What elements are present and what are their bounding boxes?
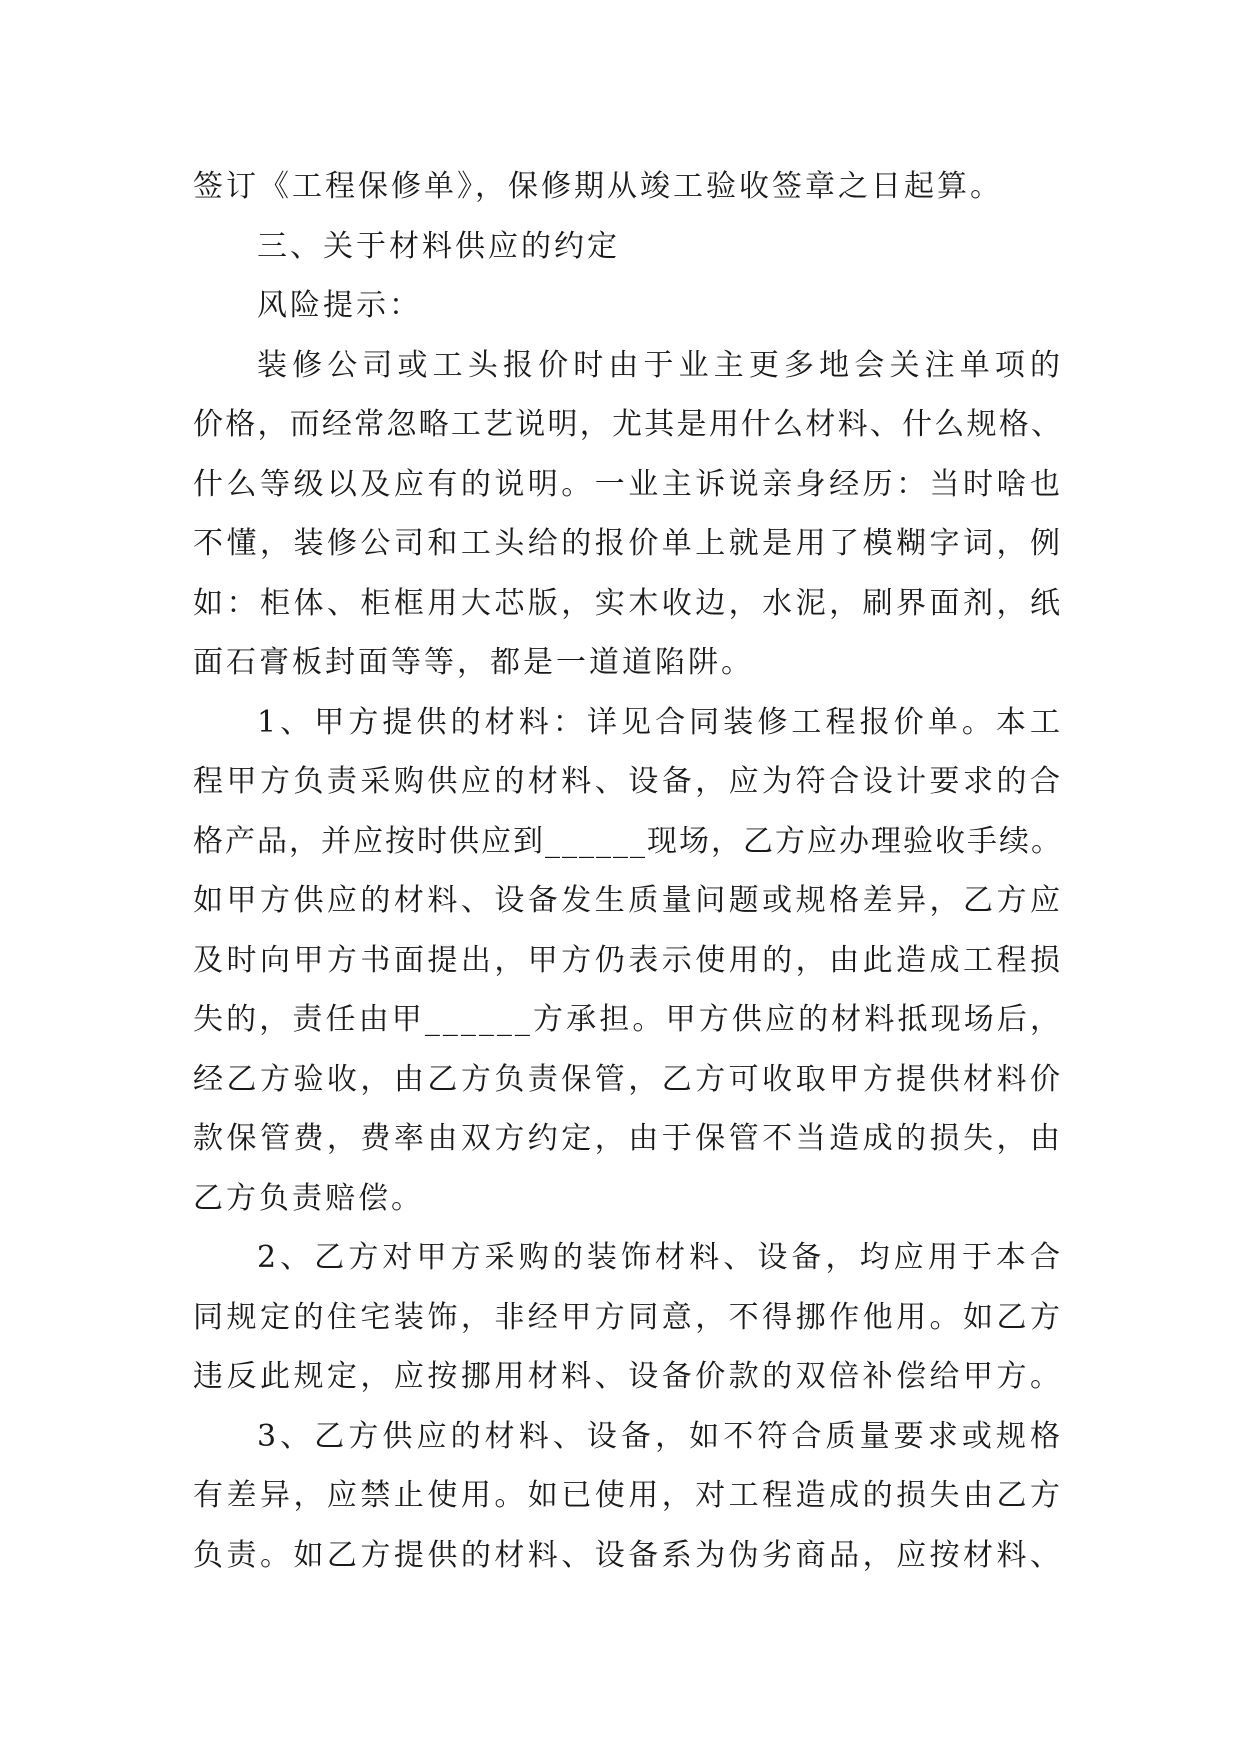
text-line: 1、甲方提供的材料：详见合同装修工程报价单。本工 bbox=[257, 704, 1063, 740]
text-line: 面石膏板封面等等，都是一道道陷阱。 bbox=[193, 645, 754, 680]
text-line: 如：柜体、柜框用大芯版，实木收边，水泥，刷界面剂，纸 bbox=[193, 585, 1063, 621]
text-line: 风险提示： bbox=[257, 288, 422, 323]
text-line: 不懂，装修公司和工头给的报价单上就是用了模糊字词，例 bbox=[193, 526, 1063, 561]
text-line: 乙方负责赔偿。 bbox=[193, 1180, 424, 1216]
document-body bbox=[193, 157, 1063, 1585]
text-line: 价格，而经常忽略工艺说明，尤其是用什么材料、什么规格、 bbox=[193, 407, 1063, 442]
text-line: 2、乙方对甲方采购的装饰材料、设备，均应用于本合 bbox=[257, 1240, 1063, 1275]
text-line: 同规定的住宅装饰，非经甲方同意，不得挪作他用。如乙方 bbox=[193, 1299, 1063, 1335]
text-line: 款保管费，费率由双方约定，由于保管不当造成的损失，由 bbox=[193, 1121, 1063, 1156]
text-line: 违反此规定，应按挪用材料、设备价款的双倍补偿给甲方。 bbox=[193, 1359, 1063, 1394]
text-line: 格产品，并应按时供应到______现场，乙方应办理验收手续。 bbox=[193, 823, 1063, 859]
text-line: 三、关于材料供应的约定 bbox=[257, 228, 620, 264]
text-line: 什么等级以及应有的说明。一业主诉说亲身经历：当时啥也 bbox=[193, 466, 1063, 502]
text-line: 程甲方负责采购供应的材料、设备，应为符合设计要求的合 bbox=[193, 764, 1063, 799]
text-line: 失的，责任由甲______方承担。甲方供应的材料抵现场后， bbox=[193, 1002, 1063, 1037]
text-line: 及时向甲方书面提出，甲方仍表示使用的，由此造成工程损 bbox=[193, 942, 1063, 978]
text-line: 如甲方供应的材料、设备发生质量问题或规格差异，乙方应 bbox=[193, 883, 1063, 918]
text-line: 签订《工程保修单》，保修期从竣工验收签章之日起算。 bbox=[193, 169, 1003, 204]
text-line: 负责。如乙方提供的材料、设备系为伪劣商品，应按材料、 bbox=[193, 1537, 1063, 1573]
text-line: 装修公司或工头报价时由于业主更多地会关注单项的 bbox=[257, 347, 1063, 383]
text-line: 有差异，应禁止使用。如已使用，对工程造成的损失由乙方 bbox=[193, 1478, 1063, 1513]
text-line: 经乙方验收，由乙方负责保管，乙方可收取甲方提供材料价 bbox=[193, 1061, 1063, 1097]
text-line: 3、乙方供应的材料、设备，如不符合质量要求或规格 bbox=[257, 1418, 1063, 1454]
